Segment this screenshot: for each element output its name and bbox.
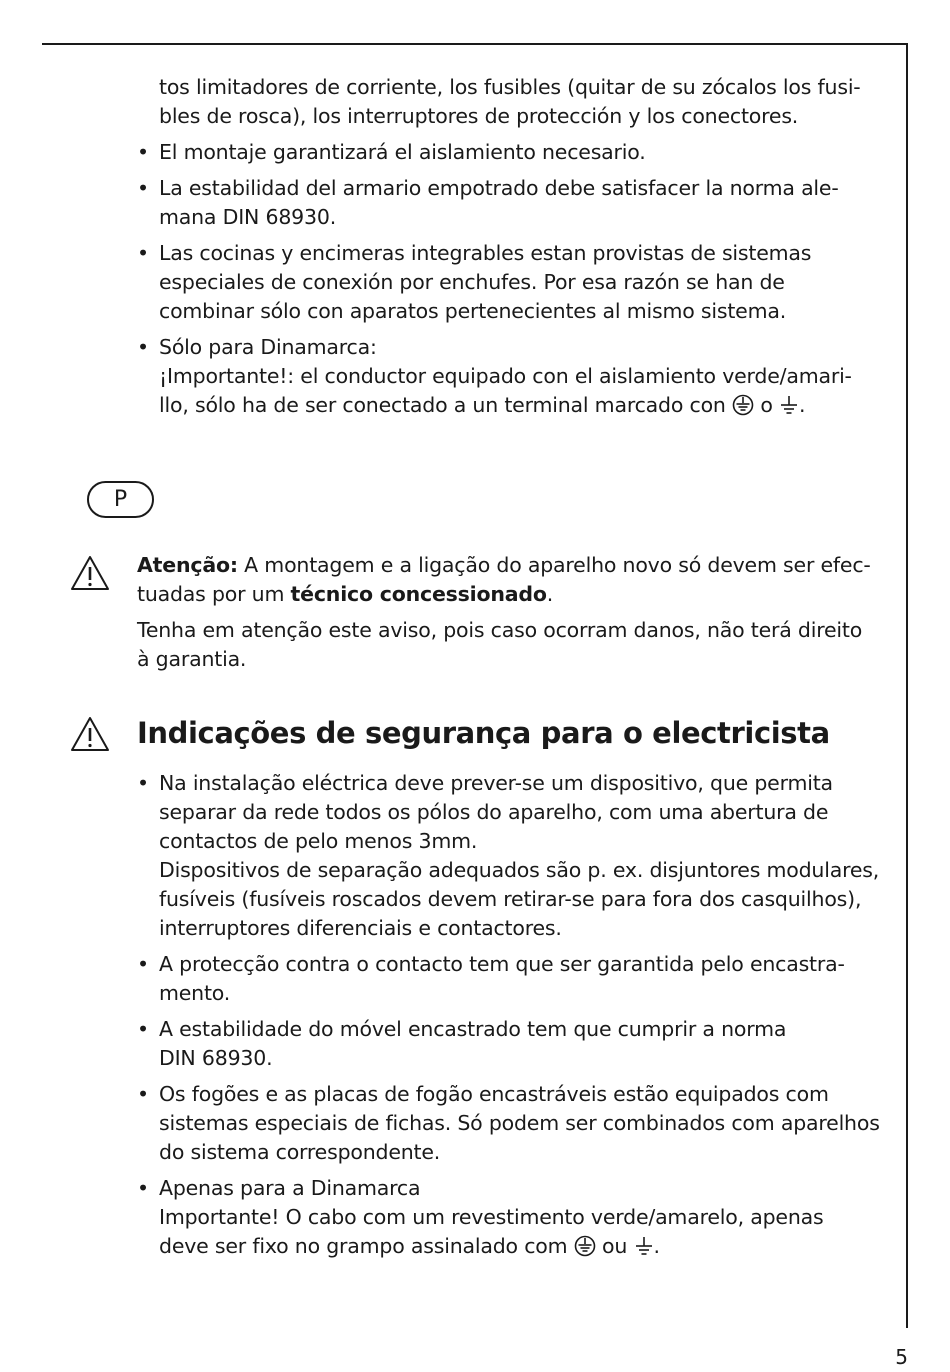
bullet: •	[137, 771, 149, 795]
right-rule	[906, 43, 908, 1328]
warning-label: Atenção:	[137, 553, 238, 577]
warning-triangle-icon	[70, 555, 110, 591]
list-item	[137, 950, 882, 1008]
text-line: Sólo para Dinamarca:	[159, 335, 377, 359]
bullet: •	[137, 241, 149, 265]
text-line: A protecção contra o contacto tem que ser garantida pelo encastra-	[159, 952, 845, 976]
text-line: Dispositivos de separação adequados são p. ex. disjuntores modulares,	[159, 858, 880, 882]
text-line: especiales de conexión por enchufes. Por esa razón se han de	[159, 270, 785, 294]
text-line: separar da rede todos os pólos do aparelho, com uma abertura de	[159, 800, 829, 824]
bullet: •	[137, 140, 149, 164]
text-fragment: A montagem e a ligação do aparelho novo só devem ser efec-	[237, 553, 871, 577]
text-line: interruptores diferenciais e contactores.	[159, 916, 562, 940]
warning-text	[137, 551, 887, 674]
spanish-continuation	[159, 73, 889, 131]
list-item	[137, 333, 882, 420]
text-fragment: o	[760, 393, 773, 417]
text-line: mana DIN 68930.	[159, 205, 337, 229]
text-line	[137, 551, 887, 580]
text-line: à garantia.	[137, 647, 247, 671]
text-line: La estabilidad del armario empotrado debe satisfacer la norma ale-	[159, 176, 839, 200]
earth-circle-icon	[732, 394, 754, 416]
earth-ground-icon	[779, 394, 799, 416]
earth-circle-icon	[574, 1235, 596, 1257]
text-line: do sistema correspondente.	[159, 1140, 441, 1164]
bullet: •	[137, 1176, 149, 1200]
bullet: •	[137, 176, 149, 200]
list-item	[137, 239, 882, 326]
bullet: •	[137, 1082, 149, 1106]
text-line: Las cocinas y encimeras integrables estan provistas de sistemas	[159, 241, 812, 265]
text-line: El montaje garantizará el aislamiento necesario.	[159, 140, 646, 164]
list-item	[137, 769, 882, 943]
text-line: DIN 68930.	[159, 1046, 273, 1070]
text-line-with-symbols	[159, 1232, 882, 1261]
list-item	[137, 138, 882, 167]
text-fragment: .	[546, 582, 554, 606]
text-line-with-symbols	[159, 391, 882, 420]
text-line: contactos de pelo menos 3mm.	[159, 829, 478, 853]
top-rule	[42, 43, 908, 45]
warning-triangle-icon	[70, 716, 110, 752]
text-line: combinar sólo con aparatos pertenecientes al mismo sistema.	[159, 299, 787, 323]
text-fragment: tuadas por um	[137, 582, 291, 606]
text-line: fusíveis (fusíveis roscados devem retirar-se para fora dos casquilhos),	[159, 887, 862, 911]
text-fragment: deve ser fixo no grampo assinalado com	[159, 1234, 568, 1258]
list-item	[137, 1015, 882, 1073]
text-line: sistemas especiais de fichas. Só podem ser combinados com aparelhos	[159, 1111, 880, 1135]
text-line	[137, 580, 887, 609]
language-badge: P	[87, 481, 154, 518]
bold-fragment: técnico concessionado	[290, 582, 547, 606]
text-line: Tenha em atenção este aviso, pois caso ocorram danos, não terá direito	[137, 618, 863, 642]
text-line: ¡Importante!: el conductor equipado con el aislamiento verde/amari-	[159, 364, 852, 388]
bullet: •	[137, 952, 149, 976]
section-heading: Indicações de segurança para o electricista	[137, 716, 830, 750]
text-fragment: .	[799, 393, 806, 417]
bullet: •	[137, 335, 149, 359]
bullet: •	[137, 1017, 149, 1041]
text-line: Os fogões e as placas de fogão encastráveis estão equipados com	[159, 1082, 829, 1106]
spanish-bullet-list	[137, 138, 882, 427]
portuguese-bullet-list	[137, 769, 882, 1268]
text-line: tos limitadores de corriente, los fusibles (quitar de su zócalos los fusi-	[159, 75, 861, 99]
text-fragment: llo, sólo ha de ser conectado a un terminal marcado con	[159, 393, 726, 417]
list-item	[137, 1174, 882, 1261]
text-line: A estabilidade do móvel encastrado tem que cumprir a norma	[159, 1017, 787, 1041]
text-fragment: ou	[602, 1234, 628, 1258]
text-fragment: .	[653, 1234, 660, 1258]
text-line: Apenas para a Dinamarca	[159, 1176, 421, 1200]
text-line: bles de rosca), los interruptores de protección y los conectores.	[159, 104, 799, 128]
page-number: 5	[895, 1345, 908, 1369]
text-line: mento.	[159, 981, 231, 1005]
text-line: Importante! O cabo com um revestimento verde/amarelo, apenas	[159, 1205, 824, 1229]
list-item	[137, 1080, 882, 1167]
list-item	[137, 174, 882, 232]
text-line: Na instalação eléctrica deve prever-se um dispositivo, que permita	[159, 771, 833, 795]
earth-ground-icon	[634, 1235, 654, 1257]
